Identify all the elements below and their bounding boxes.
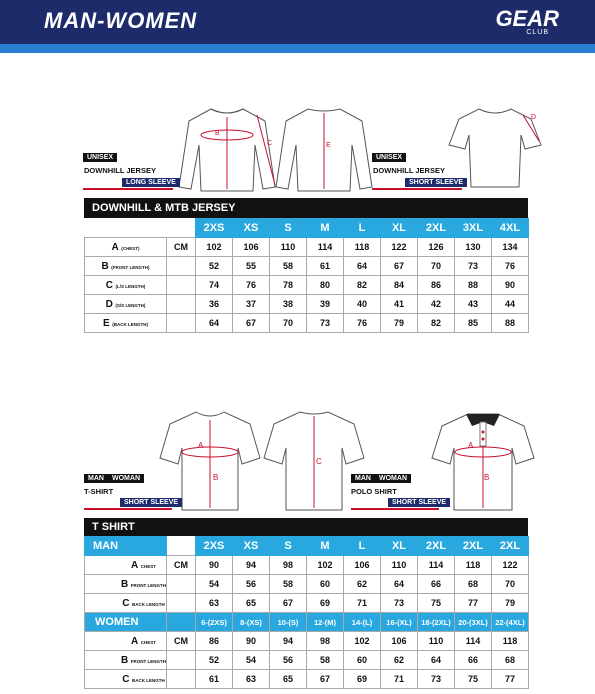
value-cell: 106 [381,632,418,651]
value-cell: 36 [196,295,233,314]
value-cell: 94 [270,632,307,651]
row-label: A CHEST [85,556,167,575]
size-header-cell: 12-(M) [307,613,344,632]
size-header-cell: 8-(XS) [233,613,270,632]
value-cell: 70 [418,257,455,276]
value-cell: 88 [455,276,492,295]
row-label: C (L/S LENGTH) [85,276,167,295]
tshirt-table-title: T SHIRT [84,518,528,536]
short-sleeve-tag-tshirt: SHORT SLEEVE [120,498,182,507]
value-cell: 71 [381,670,418,689]
value-cell: 67 [270,594,307,613]
value-cell: 102 [344,632,381,651]
value-cell: 110 [381,556,418,575]
unit-cell: CM [167,556,196,575]
row-label: E (BACK LENGTH) [85,314,167,333]
size-header-cell: 2XS [196,537,233,556]
value-cell: 60 [344,651,381,670]
table-row [85,651,529,670]
size-header-cell: 4XL [492,219,529,238]
brand-logo: GEAR [495,6,559,31]
value-cell: 82 [344,276,381,295]
fig-letter-b: B [215,130,220,137]
size-header-cell: 2XL [418,537,455,556]
table-row [85,314,529,333]
value-cell: 58 [270,575,307,594]
divider-line [351,508,439,510]
fig-letter-d: D [531,114,537,121]
women-label: WOMEN [85,613,167,632]
table-row [85,276,529,295]
value-cell: 63 [196,594,233,613]
value-cell: 73 [418,670,455,689]
fig-letter-b: B [213,473,219,482]
value-cell: 64 [418,651,455,670]
value-cell: 74 [196,276,233,295]
row-label: C BACK LENGTH [85,670,167,689]
table-row [85,556,529,575]
unisex-tag-right: UNISEX [372,153,406,162]
value-cell: 67 [381,257,418,276]
value-cell: 62 [344,575,381,594]
value-cell: 130 [455,238,492,257]
value-cell: 110 [418,632,455,651]
value-cell: 94 [233,556,270,575]
value-cell: 52 [196,257,233,276]
row-label: A (CHEST) [85,238,167,257]
value-cell: 65 [233,594,270,613]
downhill-jersey-label-left: DOWNHILL JERSEY [84,166,156,175]
value-cell: 64 [344,257,381,276]
value-cell: 90 [492,276,529,295]
value-cell: 55 [233,257,270,276]
size-header-cell: M [307,219,344,238]
value-cell: 77 [492,670,529,689]
size-header-cell: 16-(XL) [381,613,418,632]
value-cell: 106 [344,556,381,575]
t-shirt-label: T-SHIRT [84,487,114,496]
fig-letter-c: C [316,457,322,466]
long-sleeve-jersey-back-illustration [272,105,377,195]
man-size-header-row [85,537,529,556]
value-cell: 98 [270,556,307,575]
value-cell: 64 [196,314,233,333]
women-size-header-row [85,613,529,632]
man-label: MAN [85,537,167,556]
value-cell: 40 [344,295,381,314]
value-cell: 76 [344,314,381,333]
downhill-table-title: DOWNHILL & MTB JERSEY [84,198,528,218]
value-cell: 52 [196,651,233,670]
fig-letter-c: C [267,140,273,147]
short-sleeve-tag-polo: SHORT SLEEVE [388,498,450,507]
value-cell: 54 [196,575,233,594]
size-header-cell: XL [381,219,418,238]
value-cell: 88 [492,314,529,333]
value-cell: 63 [233,670,270,689]
t-shirt-back-illustration [262,408,367,513]
value-cell: 69 [307,594,344,613]
size-header-cell: 20-(3XL) [455,613,492,632]
value-cell: 56 [233,575,270,594]
brand-logo-sub: CLUB [526,29,549,36]
header-stripe [0,44,595,53]
size-header-cell: 2XL [492,537,529,556]
value-cell: 126 [418,238,455,257]
value-cell: 82 [418,314,455,333]
divider-line [372,188,462,190]
fig-letter-e: E [326,142,331,149]
table-row [85,575,529,594]
value-cell: 73 [381,594,418,613]
polo-shirt-label: POLO SHIRT [351,487,397,496]
value-cell: 114 [455,632,492,651]
value-cell: 39 [307,295,344,314]
table-row [85,257,529,276]
value-cell: 114 [307,238,344,257]
value-cell: 44 [492,295,529,314]
value-cell: 42 [418,295,455,314]
value-cell: 62 [381,651,418,670]
short-sleeve-tag-jersey: SHORT SLEEVE [405,178,467,187]
value-cell: 64 [381,575,418,594]
value-cell: 67 [307,670,344,689]
value-cell: 118 [455,556,492,575]
row-label: B (FRONT LENGTH) [85,257,167,276]
size-header-cell: XS [233,537,270,556]
size-header-cell: 22-(4XL) [492,613,529,632]
value-cell: 37 [233,295,270,314]
value-cell: 61 [196,670,233,689]
value-cell: 54 [233,651,270,670]
value-cell: 75 [455,670,492,689]
size-header-cell: S [270,219,307,238]
value-cell: 56 [270,651,307,670]
value-cell: 118 [344,238,381,257]
unisex-tag-left: UNISEX [83,153,117,162]
size-header-cell: L [344,537,381,556]
value-cell: 73 [455,257,492,276]
value-cell: 58 [270,257,307,276]
size-header-cell: 18-(2XL) [418,613,455,632]
value-cell: 77 [455,594,492,613]
value-cell: 78 [270,276,307,295]
long-sleeve-tag: LONG SLEEVE [122,178,180,187]
value-cell: 134 [492,238,529,257]
size-header-cell: 2XS [196,219,233,238]
value-cell: 86 [418,276,455,295]
size-header-cell: 3XL [455,219,492,238]
row-label: B FRONT LENGTH [85,651,167,670]
size-header-cell: 2XL [418,219,455,238]
divider-line [83,188,173,190]
value-cell: 114 [418,556,455,575]
fig-letter-a: A [198,441,204,450]
value-cell: 122 [381,238,418,257]
unit-cell: CM [167,632,196,651]
value-cell: 106 [233,238,270,257]
divider-line [84,508,172,510]
value-cell: 68 [455,575,492,594]
value-cell: 102 [307,556,344,575]
row-label: D (S/S LENGTH) [85,295,167,314]
value-cell: 71 [344,594,381,613]
value-cell: 68 [492,651,529,670]
value-cell: 43 [455,295,492,314]
value-cell: 84 [381,276,418,295]
value-cell: 122 [492,556,529,575]
size-header-cell: M [307,537,344,556]
size-header-cell: 14-(L) [344,613,381,632]
value-cell: 118 [492,632,529,651]
value-cell: 66 [418,575,455,594]
value-cell: 79 [381,314,418,333]
size-header-cell: XL [381,537,418,556]
downhill-jersey-label-right: DOWNHILL JERSEY [373,166,445,175]
size-header-cell: S [270,537,307,556]
unit-cell: CM [167,238,196,257]
size-header-cell: XS [233,219,270,238]
fig-letter-b: B [484,473,490,482]
fig-letter-a: A [468,441,474,450]
value-cell: 76 [492,257,529,276]
table-row [85,632,529,651]
value-cell: 73 [307,314,344,333]
size-header-cell: L [344,219,381,238]
size-header-cell: 6-(2XS) [196,613,233,632]
value-cell: 75 [418,594,455,613]
row-label: C BACK LENGTH [85,594,167,613]
size-header-cell: 2XL [455,537,492,556]
size-header-cell: 10-(S) [270,613,307,632]
woman-tag-right: WOMAN [375,474,411,483]
value-cell: 60 [307,575,344,594]
value-cell: 85 [455,314,492,333]
man-tag-left: MAN [84,474,108,483]
table-row [85,295,529,314]
value-cell: 70 [270,314,307,333]
value-cell: 65 [270,670,307,689]
value-cell: 67 [233,314,270,333]
size-header-row [85,219,529,238]
table-row [85,238,529,257]
value-cell: 110 [270,238,307,257]
value-cell: 80 [307,276,344,295]
value-cell: 61 [307,257,344,276]
downhill-size-table [84,218,529,333]
table-row [85,670,529,689]
value-cell: 66 [455,651,492,670]
value-cell: 41 [381,295,418,314]
value-cell: 70 [492,575,529,594]
value-cell: 38 [270,295,307,314]
value-cell: 69 [344,670,381,689]
woman-tag-left: WOMAN [108,474,144,483]
value-cell: 58 [307,651,344,670]
table-row [85,594,529,613]
value-cell: 86 [196,632,233,651]
value-cell: 90 [196,556,233,575]
value-cell: 98 [307,632,344,651]
man-tag-right: MAN [351,474,375,483]
long-sleeve-jersey-front-illustration [175,105,280,195]
row-label: B FRONT LENGTH [85,575,167,594]
value-cell: 79 [492,594,529,613]
page-title: MAN-WOMEN [44,8,198,33]
row-label: A CHEST [85,632,167,651]
value-cell: 76 [233,276,270,295]
value-cell: 90 [233,632,270,651]
value-cell: 102 [196,238,233,257]
tshirt-size-table [84,536,529,689]
